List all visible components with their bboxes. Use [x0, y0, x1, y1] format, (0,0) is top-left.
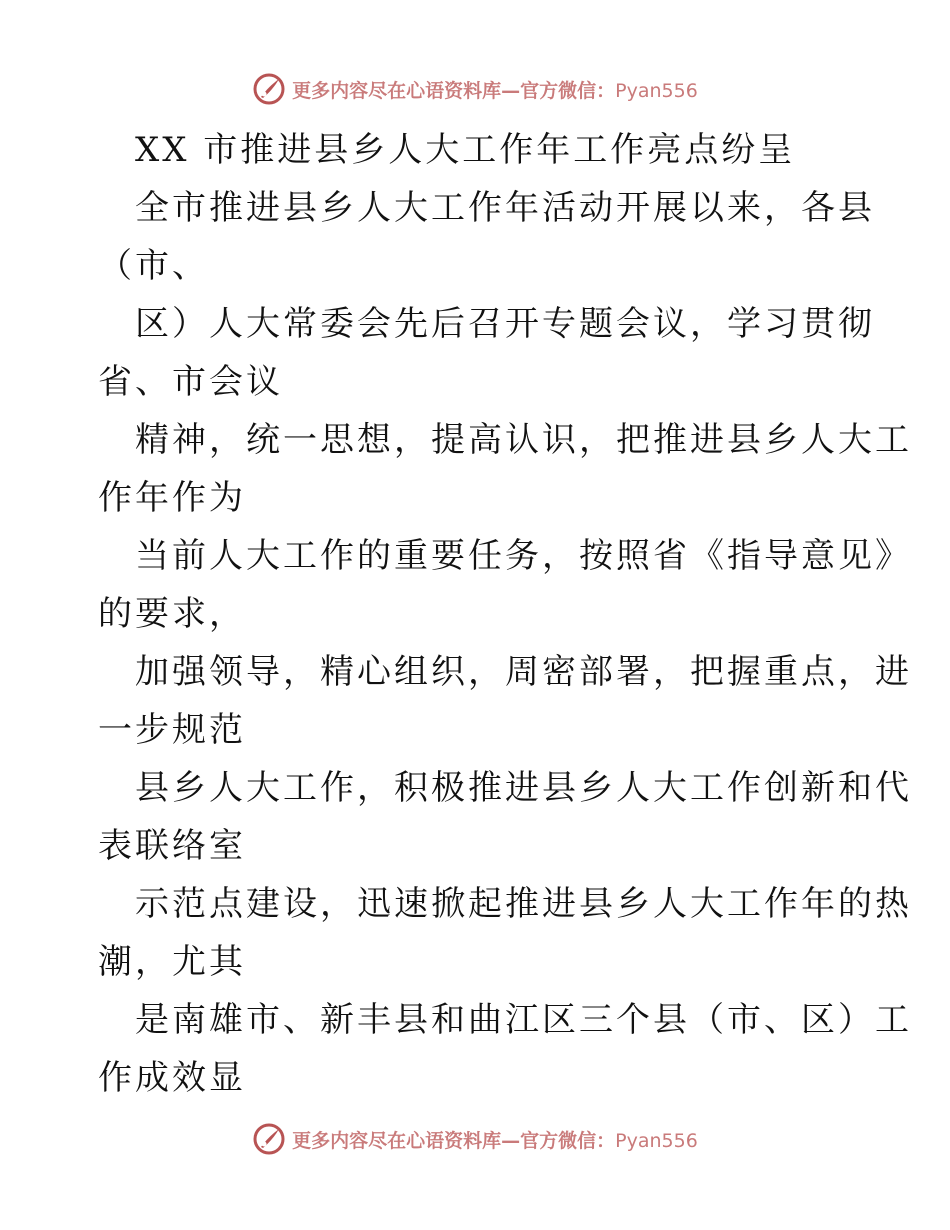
paragraph-line: 省、市会议 — [98, 362, 283, 402]
paragraph-line: 作成效显 — [98, 1058, 246, 1098]
paragraph-line: 精神，统一思想，提高认识，把推进县乡人大工 — [135, 420, 912, 460]
paragraph-line: （市、 — [98, 246, 209, 286]
header-watermark — [0, 72, 950, 106]
paragraph-line: 是南雄市、新丰县和曲江区三个县（市、区）工 — [135, 1000, 912, 1040]
paragraph-line: 县乡人大工作，积极推进县乡人大工作创新和代 — [135, 768, 912, 808]
quill-pen-logo-icon — [252, 1122, 286, 1156]
paragraph-line: 区）人大常委会先后召开专题会议，学习贯彻 — [135, 304, 875, 344]
paragraph-line: 示范点建设，迅速掀起推进县乡人大工作年的热 — [135, 884, 912, 924]
watermark-text: 更多内容尽在心语资料库—官方微信：Pyan556 — [292, 79, 698, 102]
paragraph-line: 潮，尤其 — [98, 942, 246, 982]
document-title: XX 市推进县乡人大工作年工作亮点纷呈 — [135, 130, 796, 170]
footer-watermark — [0, 1122, 950, 1156]
paragraph-line: 一步规范 — [98, 710, 246, 750]
watermark-text: 更多内容尽在心语资料库—官方微信：Pyan556 — [292, 1129, 698, 1152]
paragraph-line: 作年作为 — [98, 478, 246, 518]
quill-pen-logo-icon — [252, 72, 286, 106]
paragraph-line: 的要求， — [98, 594, 246, 634]
paragraph-line: 表联络室 — [98, 826, 246, 866]
paragraph-line: 加强领导，精心组织，周密部署，把握重点，进 — [135, 652, 912, 692]
paragraph-line: 全市推进县乡人大工作年活动开展以来，各县 — [135, 188, 875, 228]
paragraph-line: 当前人大工作的重要任务，按照省《指导意见》 — [135, 536, 912, 576]
